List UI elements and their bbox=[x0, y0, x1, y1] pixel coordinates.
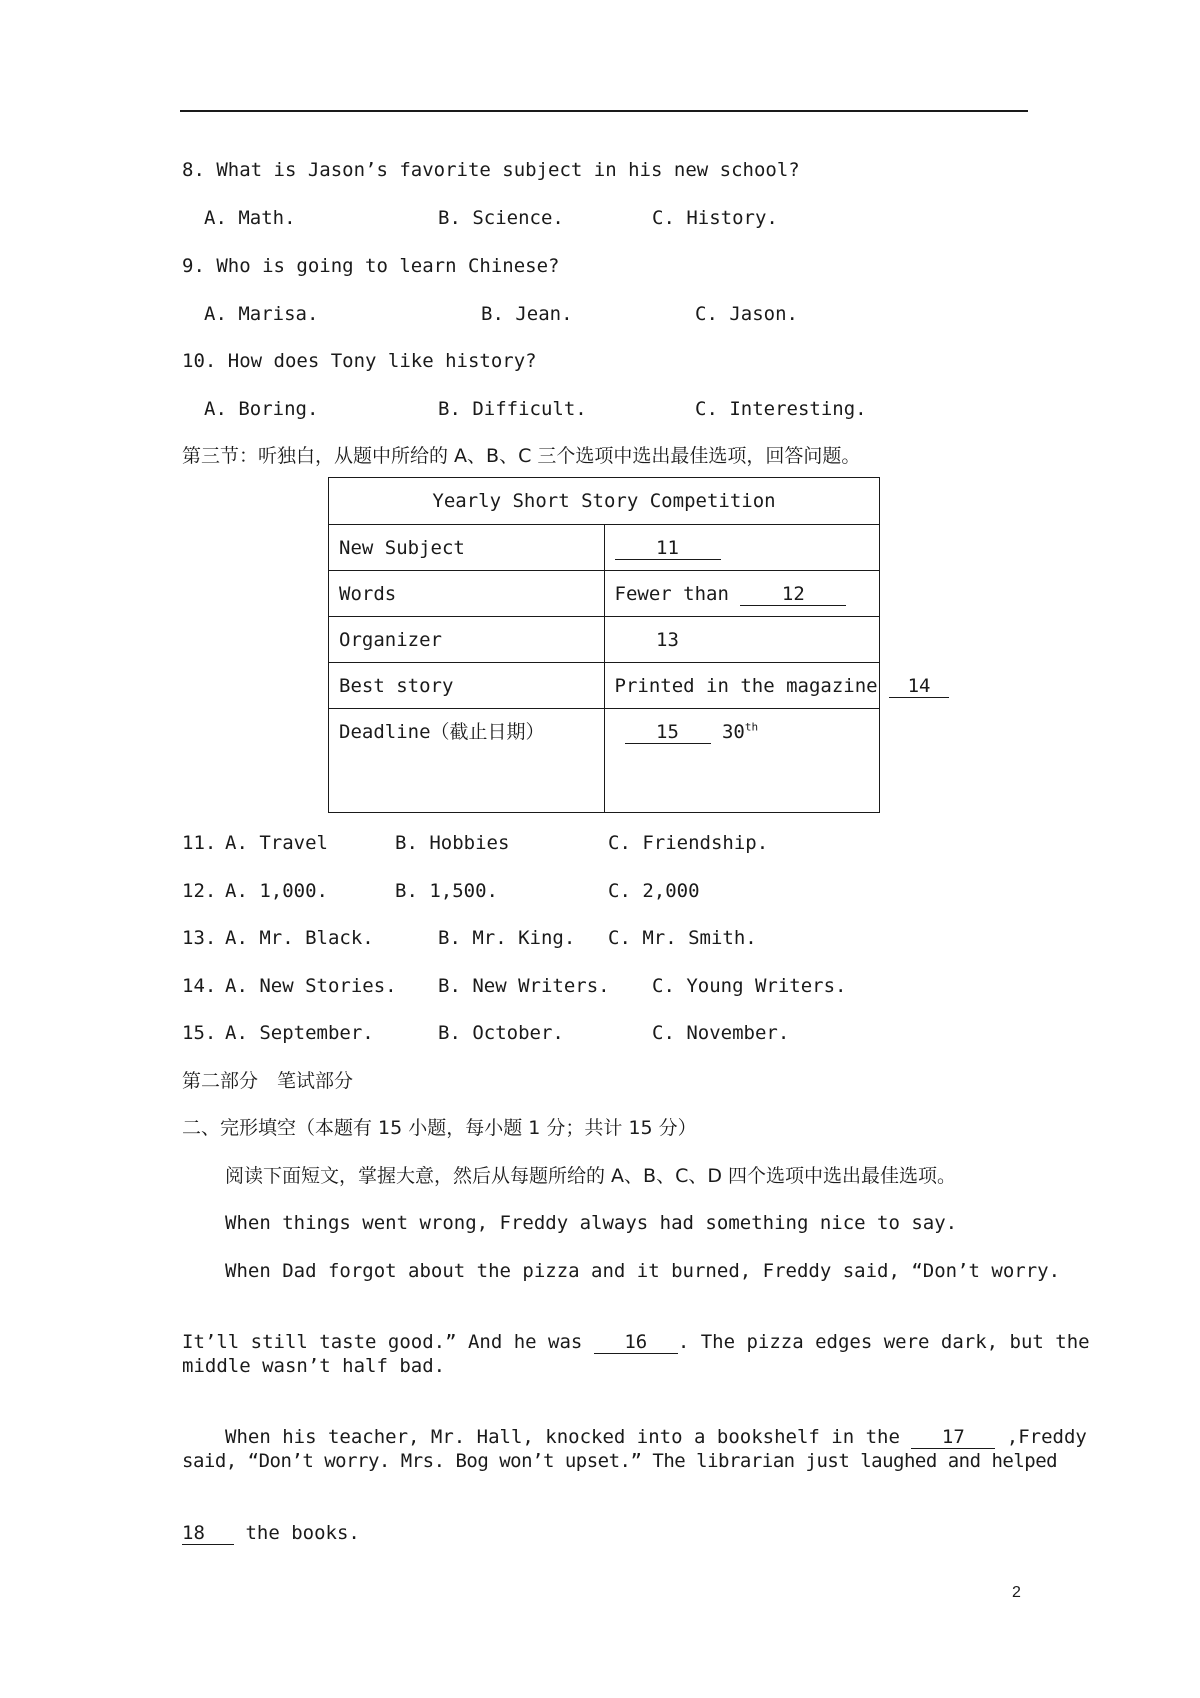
question-15-option-a: A. September. bbox=[225, 1022, 374, 1044]
question-12-option-b: B. 1,500. bbox=[395, 880, 498, 902]
question-12-number: 12. bbox=[182, 880, 217, 902]
question-9-stem: 9. Who is going to learn Chinese? bbox=[182, 255, 560, 277]
part2-heading: 第二部分 笔试部分 bbox=[182, 1070, 354, 1092]
table-title: Yearly Short Story Competition bbox=[329, 478, 880, 525]
question-11-option-c: C. Friendship. bbox=[608, 832, 769, 854]
row-value: Printed in the magazine 14 bbox=[604, 663, 880, 709]
answer-blank: 18 bbox=[182, 1522, 234, 1545]
answer-blank: 16 bbox=[594, 1331, 678, 1354]
competition-table bbox=[328, 477, 931, 813]
passage-line: middle wasn’t half bad. bbox=[182, 1355, 446, 1377]
question-13-option-b: B. Mr. King. bbox=[438, 927, 576, 949]
question-13-number: 13. bbox=[182, 927, 217, 949]
question-10-option-a: A. Boring. bbox=[204, 398, 319, 420]
row-label: New Subject bbox=[329, 525, 605, 571]
question-15-option-c: C. November. bbox=[652, 1022, 790, 1044]
passage-line: said, “Don’t worry. Mrs. Bog won’t upset.” The librarian just laughed and helped bbox=[182, 1450, 1058, 1472]
question-11-option-b: B. Hobbies bbox=[395, 832, 510, 854]
question-14-option-c: C. Young Writers. bbox=[652, 975, 847, 997]
question-8-stem: 8. What is Jason’s favorite subject in his new school? bbox=[182, 159, 800, 181]
row-label: Words bbox=[329, 571, 605, 617]
answer-number: 13 bbox=[656, 628, 679, 651]
row-value bbox=[604, 617, 880, 663]
question-9-option-b: B. Jean. bbox=[481, 303, 573, 325]
question-15-number: 15. bbox=[182, 1022, 217, 1044]
passage-paragraph: When things went wrong, Freddy always had something nice to say. bbox=[225, 1212, 958, 1234]
passage-line: It’ll still taste good.” And he was 16 . The pizza edges were dark, but the bbox=[182, 1331, 1090, 1353]
row-value: Fewer than 12 bbox=[604, 571, 880, 617]
question-14-number: 14. bbox=[182, 975, 217, 997]
question-12-option-a: A. 1,000. bbox=[225, 880, 328, 902]
answer-blank: 12 bbox=[740, 583, 846, 606]
cloze-heading: 二、完形填空（本题有 15 小题，每小题 1 分；共计 15 分） bbox=[182, 1117, 697, 1139]
question-12-option-c: C. 2,000 bbox=[608, 880, 700, 902]
row-label: Organizer bbox=[329, 617, 605, 663]
table-row bbox=[329, 571, 880, 617]
table-row bbox=[329, 617, 880, 663]
passage-line: 18 the books. bbox=[182, 1522, 360, 1544]
passage-paragraph: When his teacher, Mr. Hall, knocked into a bookshelf in the 17 ,Freddy bbox=[225, 1426, 1087, 1448]
question-13-option-c: C. Mr. Smith. bbox=[608, 927, 757, 949]
question-8-option-c: C. History. bbox=[652, 207, 778, 229]
header-rule bbox=[180, 110, 1028, 112]
page-number: 2 bbox=[1012, 1584, 1021, 1601]
question-14-option-a: A. New Stories. bbox=[225, 975, 397, 997]
table-row bbox=[329, 709, 880, 813]
question-15-option-b: B. October. bbox=[438, 1022, 564, 1044]
question-8-option-a: A. Math. bbox=[204, 207, 296, 229]
answer-blank: 17 bbox=[911, 1426, 995, 1449]
cloze-instruction: 阅读下面短文，掌握大意，然后从每题所给的 A、B、C、D 四个选项中选出最佳选项。 bbox=[225, 1165, 957, 1187]
question-8-option-b: B. Science. bbox=[438, 207, 564, 229]
answer-blank: 14 bbox=[889, 675, 949, 698]
row-value bbox=[604, 525, 880, 571]
question-10-stem: 10. How does Tony like history? bbox=[182, 350, 537, 372]
row-value: 15 30th bbox=[604, 709, 880, 813]
table-row bbox=[329, 525, 880, 571]
row-label: Best story bbox=[329, 663, 605, 709]
question-10-option-b: B. Difficult. bbox=[438, 398, 587, 420]
section3-heading: 第三节：听独白，从题中所给的 A、B、C 三个选项中选出最佳选项，回答问题。 bbox=[182, 445, 861, 467]
question-10-option-c: C. Interesting. bbox=[695, 398, 867, 420]
row-label: Deadline（截止日期） bbox=[329, 709, 605, 813]
table-row bbox=[329, 663, 880, 709]
question-13-option-a: A. Mr. Black. bbox=[225, 927, 374, 949]
answer-blank: 15 bbox=[625, 721, 711, 744]
question-11-option-a: A. Travel bbox=[225, 832, 328, 854]
question-9-option-c: C. Jason. bbox=[695, 303, 798, 325]
answer-blank: 11 bbox=[615, 537, 721, 560]
passage-paragraph: When Dad forgot about the pizza and it burned, Freddy said, “Don’t worry. bbox=[225, 1260, 1061, 1282]
question-14-option-b: B. New Writers. bbox=[438, 975, 610, 997]
question-11-number: 11. bbox=[182, 832, 217, 854]
question-9-option-a: A. Marisa. bbox=[204, 303, 319, 325]
